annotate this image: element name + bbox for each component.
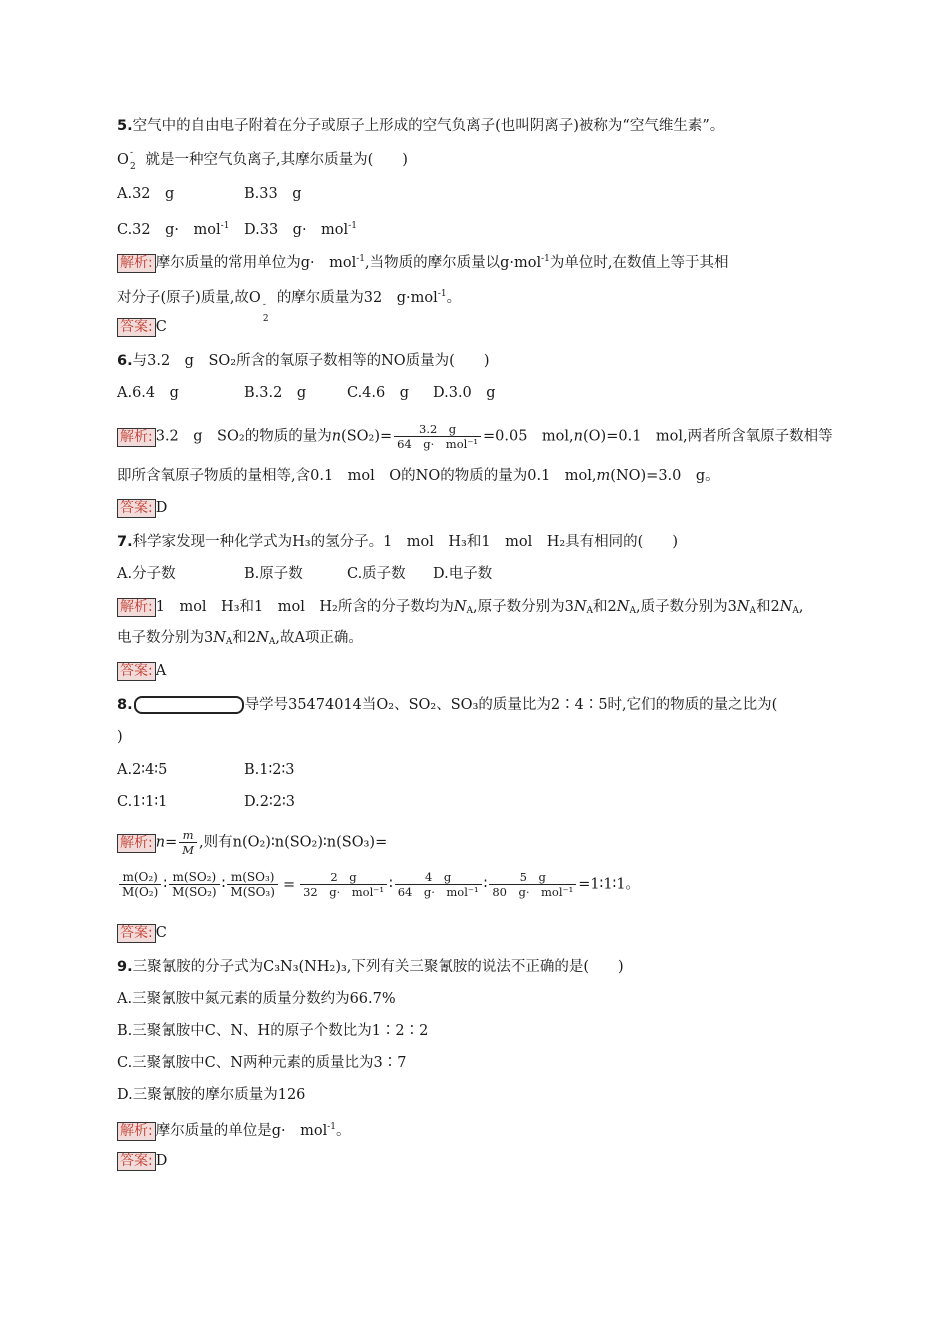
q7-analysis-tag: 解析: [117,598,156,617]
q6-analysis-tag: 解析: [117,428,156,447]
q6-stem: 6.与3.2 g SO₂所含的氧原子数相等的NO质量为( ) [117,353,490,369]
q8-option-a: A.2∶4∶5 [117,762,168,778]
q5-answer-tag: 答案: [117,318,156,337]
q8-frac-o2: $\frac{\text{m(O₂)}}{\text{M(O₂)}}$ [119,870,161,899]
q7-analysis-line2: 电子数分别为$3N_A$和$2N_A$,故A项正确。 [117,630,363,647]
q8-answer-tag: 答案: [117,924,156,943]
q8-frac-so3: $\frac{\text{m(SO₃)}}{\text{M(SO₃)}}$ [227,870,278,899]
q5-ion: O - 2 [117,148,136,172]
q6-answer-tag: 答案: [117,499,156,518]
q9-analysis-tag: 解析: [117,1122,156,1141]
q8-analysis-tag: 解析: [117,834,156,853]
q7-option-c: C.质子数 [347,566,406,582]
q9-option-c: C.三聚氰胺中C、N两种元素的质量比为3∶7 [117,1055,407,1071]
q5-option-c: C.32 g· mol$^{-1}$ [117,221,230,238]
q7-stem: 7.科学家发现一种化学式为H₃的氢分子。1 mol H₃和1 mol H₂具有相同的( ) [117,534,678,550]
q8-option-b: B.1∶2∶3 [244,762,295,778]
q9-number: 9. [117,959,133,975]
q9-option-d: D.三聚氰胺的摩尔质量为126 [117,1087,306,1103]
q7-answer-tag: 答案: [117,662,156,681]
q5-option-a: A.32 g [117,186,175,202]
q7-option-a: A.分子数 [117,566,176,582]
q9-analysis: 解析: 摩尔质量的单位是g· mol$^{-1}$。 [117,1117,351,1141]
q6-option-c: C.4.6 g [347,385,410,401]
q8-frac-g2: $\frac{4 g}{\text{64 g· mol⁻¹}}$ [395,870,482,899]
q6-analysis-line1: 解析: 3.2 g SO₂的物质的量为n(SO₂)= $\frac{3.2 g}{\text{64 g· mol⁻¹}}$ =0.05 mol,n(O)=0.1 mol,两者所含氧原子数相等 [117,422,833,451]
q8-answer: 答案: C [117,923,167,943]
q5-number: 5. [117,118,133,134]
q8-analysis-line1: 解析: n= $\frac{m}{M}$ ,则有n(O₂)∶n(SO₂)∶n(SO₃)= [117,828,387,857]
q7-analysis-line1: 解析: 1 mol H₃和1 mol H₂所含的分子数均为$N_A$,原子数分别为$3N_A$和$2N_A$,质子数分别为$3N_A$和$2N_A$, [117,597,804,621]
q5-option-d: D.33 g· mol$^{-1}$ [244,221,357,238]
q7-number: 7. [117,534,133,550]
q8-stem-line1: 8. 导学号35474014当O₂、SO₂、SO₃的质量比为2∶4∶5时,它们的物质的量之比为( [117,697,778,713]
q6-analysis-line2: 即所含氧原子物质的量相等,含0.1 mol O的NO的物质的量为0.1 mol,m(NO)=3.0 g。 [117,468,720,484]
q9-option-b: B.三聚氰胺中C、N、H的原子个数比为1∶2∶2 [117,1023,429,1039]
q5-stem-line2: O - 2 就是一种空气负离子,其摩尔质量为( ) [117,148,408,172]
q9-option-a: A.三聚氰胺中氮元素的质量分数约为66.7% [117,991,396,1007]
q9-answer: 答案: D [117,1151,167,1171]
q9-answer-tag: 答案: [117,1152,156,1171]
q6-fraction: $\frac{3.2 g}{\text{64 g· mol⁻¹}}$ [394,422,481,451]
q8-stem-line2: ) [117,729,123,745]
q5-option-b: B.33 g [244,186,302,202]
q8-option-d: D.2∶2∶3 [244,794,295,810]
q7-option-b: B.原子数 [244,566,303,582]
q6-option-d: D.3.0 g [433,385,496,401]
q8-blank-pill [134,696,244,714]
q6-number: 6. [117,353,133,369]
q5-analysis-line2: 对分子(原子)质量,故O - 2 的摩尔质量为32 g·mol$^{-1}$。 [117,289,462,324]
q9-stem: 9.三聚氰胺的分子式为C₃N₃(NH₂)₃,下列有关三聚氰胺的说法不正确的是( ) [117,959,624,975]
q7-option-d: D.电子数 [433,566,493,582]
q5-analysis-tag: 解析: [117,254,156,273]
q6-option-a: A.6.4 g [117,385,179,401]
q8-frac-g1: $\frac{2 g}{\text{32 g· mol⁻¹}}$ [300,870,387,899]
q5-analysis-line1: 解析: 摩尔质量的常用单位为g· mol$^{-1}$,当物质的摩尔质量以g·mol$^{-1}$为单位时,在数值上等于其相 [117,249,729,273]
q8-number: 8. [117,697,133,713]
q5-answer: 答案: C [117,317,167,337]
q7-answer: 答案: A [117,661,166,681]
q8-frac-g3: $\frac{5 g}{\text{80 g· mol⁻¹}}$ [489,870,576,899]
q6-option-b: B.3.2 g [244,385,307,401]
q8-analysis-line2: $\frac{\text{m(O₂)}}{\text{M(O₂)}}$ ∶ $\frac{\text{m(SO₂)}}{\text{M(SO₂)}}$ ∶ $\frac{\text{m(SO₃)}}{\text{M(SO₃)}}$ = $\frac{2 g}{\text{32 g· mol⁻¹}}$ ∶ $\frac{4 g}{\text{64 g· mol⁻¹}}$ ∶ $\frac{5 g}{\text{80 g· mol⁻¹}}$ =1∶1∶1。 [117,870,640,899]
q8-frac-so2: $\frac{\text{m(SO₂)}}{\text{M(SO₂)}}$ [169,870,220,899]
q8-formula-fraction: $\frac{m}{M}$ [179,828,197,857]
q5-stem-line1: 5.空气中的自由电子附着在分子或原子上形成的空气负离子(也叫阴离子)被称为“空气维生素”。 [117,118,725,134]
q6-answer: 答案: D [117,498,167,518]
q8-option-c: C.1∶1∶1 [117,794,168,810]
